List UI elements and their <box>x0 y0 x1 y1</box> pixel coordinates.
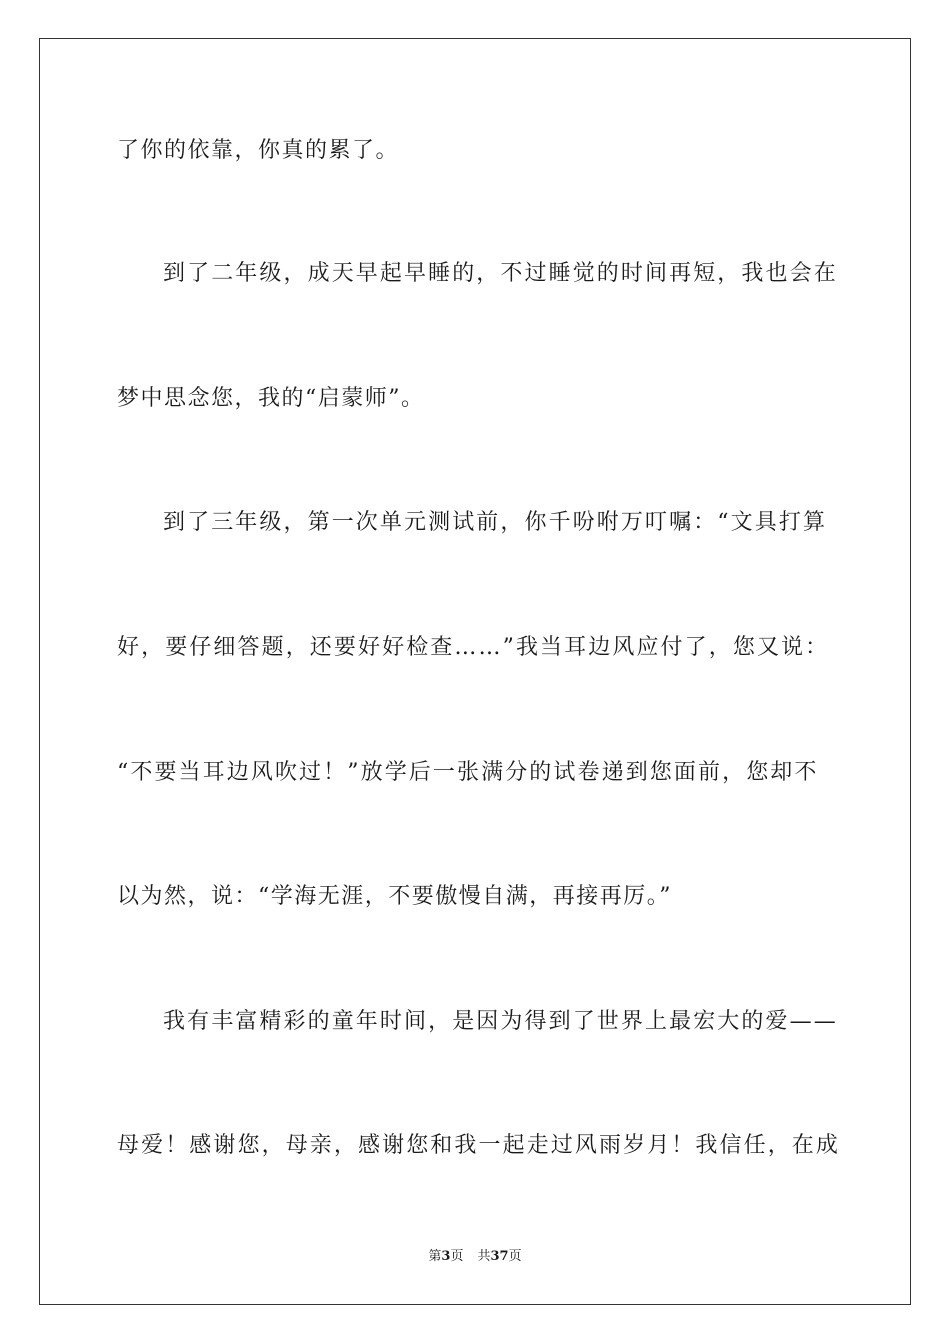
total-pages: 37 <box>490 1249 509 1264</box>
page-border <box>39 38 911 1305</box>
text-line-9: 母爱！感谢您，母亲，感谢您和我一起走过风雨岁月！我信任，在成 <box>117 1133 841 1158</box>
page-number: 3 <box>441 1249 451 1264</box>
text-line-3: 梦中思念您，我的“启蒙师”。 <box>117 386 425 411</box>
page-prefix: 第 <box>428 1249 442 1264</box>
text-line-5: 好，要仔细答题，还要好好检查……”我当耳边风应付了，您又说： <box>117 635 830 660</box>
total-prefix: 共 <box>477 1249 491 1264</box>
total-suffix: 页 <box>508 1249 522 1264</box>
page-footer <box>0 1248 950 1266</box>
text-line-8: 我有丰富精彩的童年时间，是因为得到了世界上最宏大的爱—— <box>163 1009 838 1034</box>
text-line-7: 以为然，说：“学海无涯，不要傲慢自满，再接再厉。” <box>117 884 672 909</box>
text-line-4: 到了三年级，第一次单元测试前，你千吩咐万叮嘱：“文具打算 <box>163 510 828 535</box>
page-suffix: 页 <box>450 1249 464 1264</box>
text-line-1: 了你的依靠，你真的累了。 <box>117 138 400 163</box>
text-line-6: “不要当耳边风吹过！”放学后一张满分的试卷递到您面前，您却不 <box>117 760 819 785</box>
text-line-2: 到了二年级，成天早起早睡的，不过睡觉的时间再短，我也会在 <box>163 261 838 286</box>
